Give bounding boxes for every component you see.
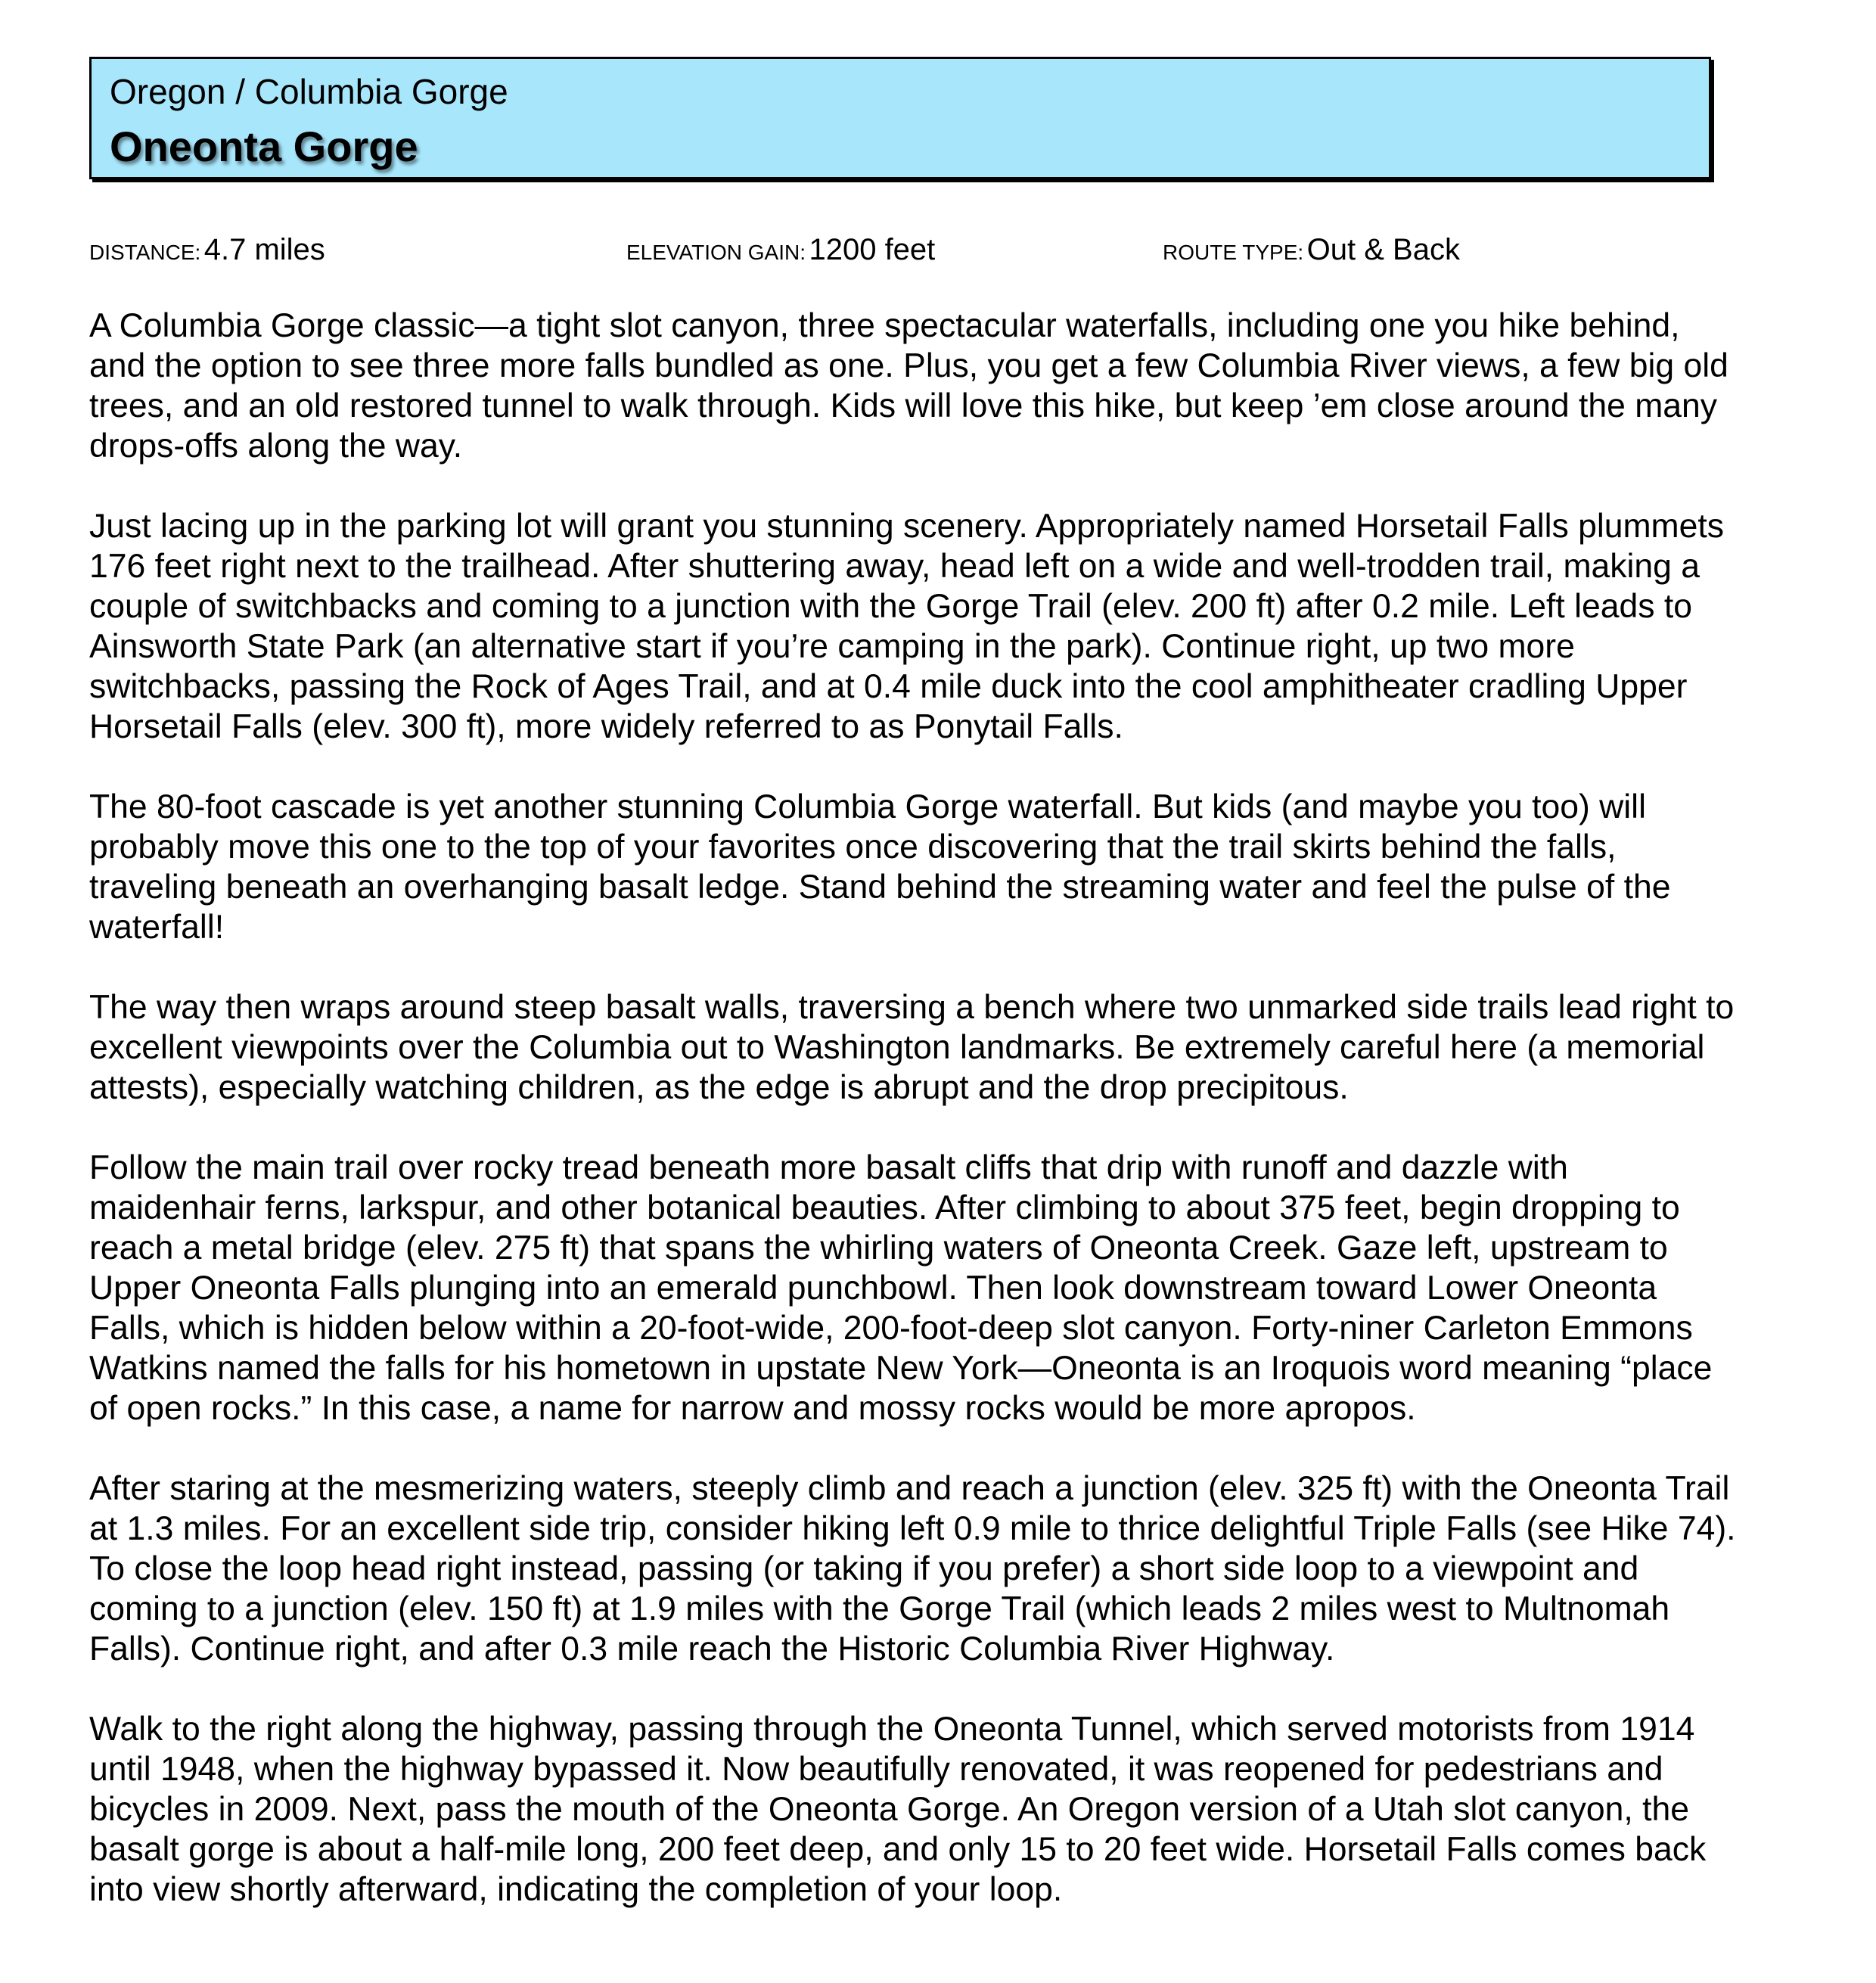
stat-distance-value: 4.7 miles [203,233,325,266]
paragraph-line: The 80-foot cascade is yet another stunning Columbia Gorge waterfall. But kids (and maybe you too) will [89,788,1646,825]
paragraph-line: of open rocks.” In this case, a name for narrow and mossy rocks would be more apropos. [89,1390,1416,1427]
stat-elevation-gain-label: ELEVATION GAIN: [626,241,806,264]
description-paragraph [89,1469,1829,1669]
paragraph-line: trees, and an old restored tunnel to walk through. Kids will love this hike, but keep ’em close around the many [89,387,1718,424]
paragraph-line: at 1.3 miles. For an excellent side trip, consider hiking left 0.9 mile to thrice delightful Triple Falls (see Hike 74). [89,1510,1736,1547]
paragraph-line: A Columbia Gorge classic—a tight slot canyon, three spectacular waterfalls, including one you hike behind, [89,307,1680,344]
paragraph-line: Watkins named the falls for his hometown in upstate New York—Oneonta is an Iroquois word meaning “place [89,1350,1713,1387]
paragraph-line: Ainsworth State Park (an alternative start if you’re camping in the park). Continue right, up two more [89,628,1575,665]
hike-description [89,306,1829,1950]
paragraph-line: switchbacks, passing the Rock of Ages Trail, and at 0.4 mile duck into the cool amphitheater cradling Upper [89,668,1688,705]
paragraph-line: To close the loop head right instead, passing (or taking if you prefer) a short side loop to a viewpoint and [89,1550,1639,1587]
paragraph-line: couple of switchbacks and coming to a junction with the Gorge Trail (elev. 200 ft) after 0.2 mile. Left leads to [89,588,1692,625]
paragraph-line: Upper Oneonta Falls plunging into an emerald punchbowl. Then look downstream toward Lower Oneonta [89,1270,1657,1307]
description-paragraph [89,306,1829,466]
stat-distance-label: DISTANCE: [89,241,201,264]
hike-title: Oneonta Gorge [110,123,418,170]
paragraph-line: 176 feet right next to the trailhead. After shuttering away, head left on a wide and well-trodden trail, making a [89,548,1701,585]
paragraph-line: until 1948, when the highway bypassed it. Now beautifully renovated, it was reopened for pedestrians and [89,1751,1663,1788]
paragraph-line: and the option to see three more falls bundled as one. Plus, you get a few Columbia River views, a few big old [89,347,1728,384]
paragraph-line: attests), especially watching children, as the edge is abrupt and the drop precipitous. [89,1069,1349,1106]
paragraph-line: coming to a junction (elev. 150 ft) at 1.9 miles with the Gorge Trail (which leads 2 miles west to Multnomah [89,1590,1670,1627]
description-paragraph [89,987,1829,1108]
paragraph-line: probably move this one to the top of your favorites once discovering that the trail skirts behind the falls, [89,828,1617,866]
description-paragraph [89,1148,1829,1428]
stat-route-type-label: ROUTE TYPE: [1163,241,1304,264]
hike-header-box [89,57,1711,179]
paragraph-line: Horsetail Falls (elev. 300 ft), more widely referred to as Ponytail Falls. [89,708,1123,745]
stat-elevation-gain-value: 1200 feet [809,233,936,266]
paragraph-line: Just lacing up in the parking lot will grant you stunning scenery. Appropriately named Horsetail Falls plummets [89,508,1724,545]
paragraph-line: After staring at the mesmerizing waters, steeply climb and reach a junction (elev. 325 ft) with the Oneonta Trail [89,1470,1730,1507]
paragraph-line: bicycles in 2009. Next, pass the mouth of the Oneonta Gorge. An Oregon version of a Utah slot canyon, the [89,1791,1689,1828]
paragraph-line: Follow the main trail over rocky tread beneath more basalt cliffs that drip with runoff and dazzle with [89,1149,1568,1186]
paragraph-line: reach a metal bridge (elev. 275 ft) that spans the whirling waters of Oneonta Creek. Gaze left, upstream to [89,1229,1668,1267]
hike-stats-row [89,227,1791,272]
paragraph-line: traveling beneath an overhanging basalt ledge. Stand behind the streaming water and feel the pulse of the [89,869,1671,906]
paragraph-line: Falls). Continue right, and after 0.3 mile reach the Historic Columbia River Highway. [89,1630,1335,1668]
stat-route-type [1163,227,1460,279]
paragraph-line: basalt gorge is about a half-mile long, 200 feet deep, and only 15 to 20 feet wide. Horsetail Falls comes back [89,1831,1707,1868]
region-breadcrumb: Oregon / Columbia Gorge [110,72,508,111]
description-paragraph [89,1709,1829,1910]
paragraph-line: drops-offs along the way. [89,427,463,465]
paragraph-line: Walk to the right along the highway, passing through the Oneonta Tunnel, which served motorists from 1914 [89,1711,1695,1748]
paragraph-line: into view shortly afterward, indicating the completion of your loop. [89,1871,1063,1908]
stat-elevation-gain [626,227,935,279]
paragraph-line: waterfall! [89,909,225,946]
stat-distance [89,227,325,279]
stat-route-type-value: Out & Back [1306,233,1460,266]
paragraph-line: maidenhair ferns, larkspur, and other botanical beauties. After climbing to about 375 feet, begin dropping to [89,1189,1680,1226]
description-paragraph [89,506,1829,747]
description-paragraph [89,787,1829,947]
paragraph-line: The way then wraps around steep basalt walls, traversing a bench where two unmarked side trails lead right to [89,989,1735,1026]
paragraph-line: Falls, which is hidden below within a 20-foot-wide, 200-foot-deep slot canyon. Forty-niner Carleton Emmons [89,1310,1693,1347]
paragraph-line: excellent viewpoints over the Columbia out to Washington landmarks. Be extremely careful here (a memorial [89,1029,1705,1066]
